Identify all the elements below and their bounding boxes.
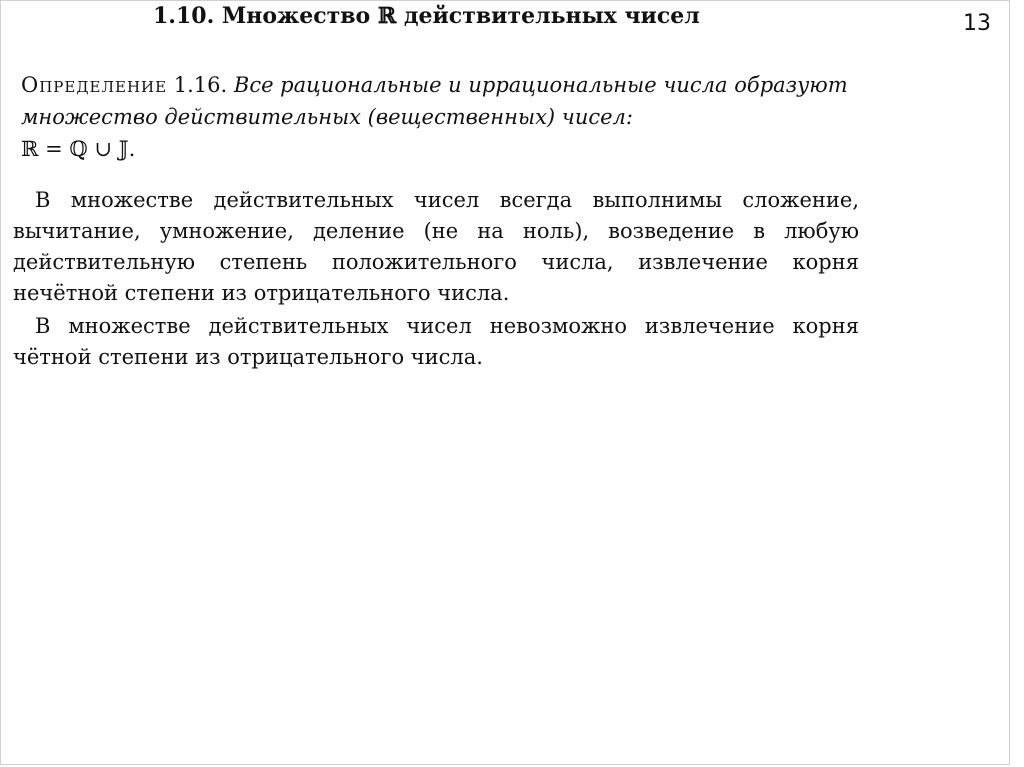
body-paragraph: В множестве действительных чисел всегда выполнимы сложение, вычитание, умножение, деление (не на ноль), возведение в любую действительную степень положительного числа, извлечение корня нечётной степени из отрицательного числа. [13, 188, 859, 305]
definition-text: Все рациональные и иррациональные числа образуют множество действительных (вещественных) чисел: [21, 73, 848, 129]
section-heading: 1.10. Множество ℝ действительных чисел [153, 3, 700, 29]
definition-formula: ℝ = ℚ ∪ 𝕁. [21, 137, 136, 161]
definition-label: Определение [21, 73, 168, 97]
slide-number: 13 [963, 11, 991, 36]
definition-number: 1.16. [173, 73, 228, 97]
body-paragraph: В множестве действительных чисел невозможно извлечение корня чётной степени из отрицательного числа. [13, 314, 859, 369]
definition-block [21, 69, 861, 165]
